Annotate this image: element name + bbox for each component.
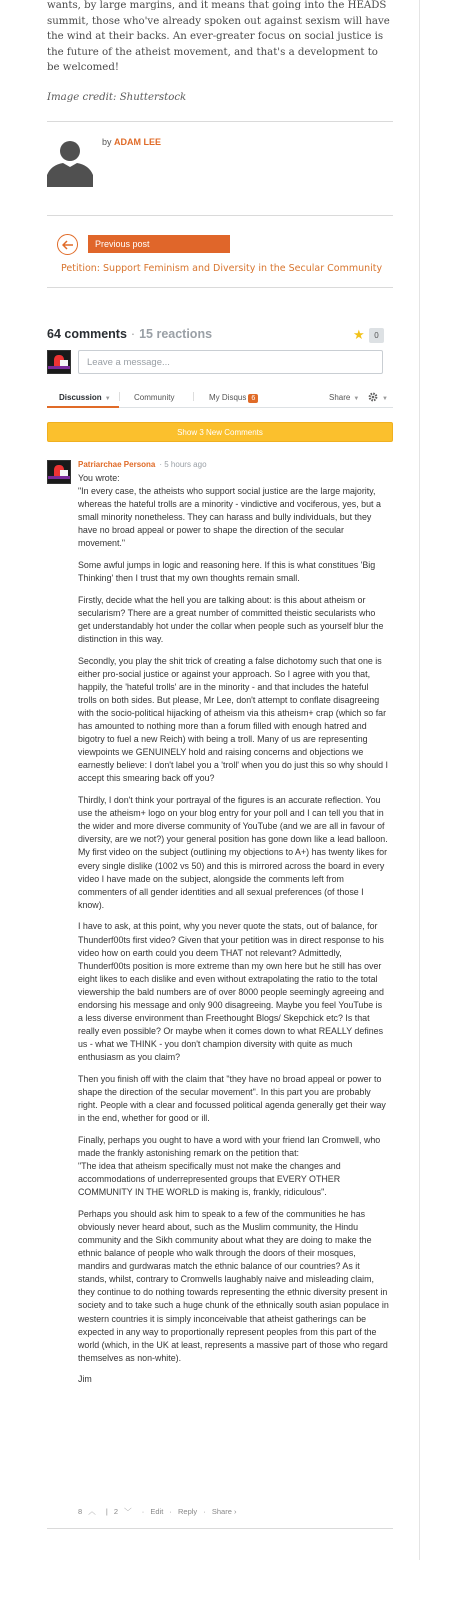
upvote-button[interactable] [78, 1507, 100, 1516]
star-count-badge: 0 [369, 328, 384, 343]
comments-count-text: 64 comments [47, 327, 127, 341]
upvote-count: 8 [78, 1507, 83, 1516]
author-byline [102, 137, 161, 147]
disqus-tabs [47, 389, 393, 409]
divider [47, 215, 393, 216]
comment-paragraph: Firstly, decide what the hell you are talking about: is this about atheism or secularism? There are a great number of committed theistic secularists who get understandably hot under the collar when people such as yourself blur the distinction in this way. [78, 594, 384, 645]
downvote-button[interactable] [114, 1507, 136, 1516]
comment-actions [78, 1506, 240, 1517]
comment-input[interactable]: Leave a message... [78, 350, 383, 374]
back-arrow-icon[interactable] [57, 234, 78, 255]
chevron-down-icon: ▼ [353, 396, 360, 402]
tab-community[interactable] [134, 393, 174, 402]
reactions-count: 15 reactions [139, 327, 213, 341]
share-dropdown[interactable] [329, 393, 359, 402]
comment-paragraph: Secondly, you play the shit trick of creating a false dichotomy such that one is either pro-social justice or against your approach. So I agree with you that, happily, the 'hateful trolls' are in the minority - and that includes the hateful trolls on both sides. But please, Mr Lee, don't attempt to conflate disagreeing with the socio-political hijacking of atheism via this atheism+ crap (which so far has amounted to nothing more than a forum filled with enough hatred and bigotry to fuel a new Reich) with being a troll. Many of us are representing viewpoints we GENUINELY hold and raising concerns and objections we earnestly believe: I don't label you a 'troll' when you do just this so why should I accept this smearing back off you? [78, 655, 388, 784]
divider [47, 287, 393, 288]
comment-paragraph: You wrote: [78, 473, 120, 483]
tab-separator [193, 392, 194, 401]
comments-count [47, 327, 212, 341]
author-name-link[interactable]: ADAM LEE [114, 137, 162, 147]
reply-link[interactable]: Reply [177, 1507, 198, 1516]
comment-paragraph: Finally, perhaps you ought to have a word with your friend Ian Cromwell, who made the frankly astonishing remark on the petition that: [78, 1134, 381, 1158]
chevron-down-icon: ▼ [382, 396, 388, 402]
action-dot: · [203, 1507, 206, 1516]
article-paragraph: wants, by large margins, and it means that going into the HEADS summit, those who've already spoken out against sexism will have the wind at their backs. An ever-greater focus on social justice is the future of the atheist movement, and that's a development to be welcomed! [47, 0, 390, 73]
chevron-down-icon: ▼ [104, 396, 111, 402]
comment-meta [78, 460, 207, 469]
author-by-label: by [102, 137, 112, 147]
comment-quote: "The idea that atheism specifically must not make the changes and accommodations of underrepresented groups that EVERY OTHER COMMUNITY IN THE WORLD is making is, frankly, ridiculous". [78, 1161, 341, 1198]
notification-badge: 6 [248, 394, 258, 403]
image-credit: Image credit: Shutterstock [47, 91, 187, 103]
gear-icon[interactable] [367, 391, 388, 405]
right-border-line [419, 0, 420, 1560]
downvote-count: 2 [113, 1507, 119, 1516]
tab-community-label: Community [134, 393, 175, 402]
chevron-up-icon: ︿ [88, 1507, 96, 1516]
count-separator: · [130, 327, 136, 341]
article-body [47, 0, 393, 105]
comment-paragraph: Perhaps you should ask him to speak to a few of the communities he has obviously never heard about, such as the Muslim community, the Hindu community and the Sikh community about what they are doing to make the ethnic balance of people who walk through the doors of their mosques, mandirs and gurdwaras match the ethnic balance of our countries? As it stands, whilst, contrary to Cromwells laughably naive and misleading claim, they continue to do nothing towards representing the ethnic diversity present in society and to take such a huge chunk of the ethnically south asian populace in western countries it is simply inconceivable that atheist gatherings can be expected in any way to proportionally represent peoples from this part of the world (which, in the UK at least, represents a massive part of those who regard themselves as non-white). [78, 1208, 389, 1363]
share-label: Share [329, 393, 351, 402]
share-link[interactable]: Share › [211, 1507, 237, 1516]
comment-signature: Jim [78, 1374, 92, 1385]
vote-separator: | [105, 1507, 108, 1516]
active-tab-underline [47, 406, 119, 408]
commenter-avatar[interactable] [47, 460, 71, 484]
action-dot: · [141, 1507, 145, 1516]
comment-paragraph: Some awful jumps in logic and reasoning here. If this is what constitues 'Big Thinking' then I trust that my own thoughts remain small. [78, 560, 376, 584]
previous-post-title-link[interactable]: Petition: Support Feminism and Diversity in the Secular Community [61, 263, 383, 274]
comment-quote: "In every case, the atheists who support social justice are the large majority, whereas the hateful trolls are a minority - vindictive and vociferous, yes, but a small minority nonetheless. They can harass and bully individuals, but they have no broad appeal or power to shape the direction of the secular movement." [78, 486, 381, 549]
previous-post [47, 234, 393, 282]
author-avatar-silhouette-icon [47, 137, 93, 187]
comment-paragraph: Then you finish off with the claim that "they have no broad appeal or power to shape the direction of the secular movement". In this part you are probably right. People with a clear and focussed political agenda generally get their way in the end, whether for good or ill. [78, 1073, 386, 1124]
divider [47, 121, 393, 122]
comment-paragraph: Thirdly, I don't think your portrayal of the figures is an accurate reflection. You use the atheism+ logo on your blog entry for your poll and I can tell you that in the wider and more diverse community of YouTube (and we are all in favour of diversity, are we not?) your general position has gone down like a lead balloon. My first video on the subject (outlining my objections to A+) has twenty likes for every single dislike (1002 vs 50) and this is mirrored across the board in every video I have made on the subject, alongside the comments left from commenters of all gender identities and all sexual preferences (of those I know). [78, 795, 388, 910]
divider [47, 1528, 393, 1529]
tab-discussion[interactable] [59, 393, 111, 402]
tab-my-disqus[interactable] [209, 393, 258, 403]
star-icon[interactable]: ★ [353, 327, 365, 342]
show-new-comments-button[interactable]: Show 3 New Comments [47, 422, 393, 442]
edit-link[interactable]: Edit [150, 1507, 164, 1516]
tab-separator [119, 392, 120, 401]
comment-timestamp[interactable]: · 5 hours ago [159, 460, 207, 469]
chevron-down-icon: ﹀ [124, 1507, 132, 1516]
tab-discussion-label: Discussion [59, 393, 102, 402]
previous-post-button[interactable]: Previous post [88, 235, 230, 253]
comment-paragraph: I have to ask, at this point, why you never quote the stats, out of balance, for Thunderf00ts first video? Given that your petition was in direct response to his video how on earth could you deem THAT not relevant? Admittedly, Thunderf00ts position is more extreme than my own here but he still has over eight likes to each dislike and even without extrapolating the ratio to the total viewership the bald numbers are of over 8000 people seemingly agreeing and endorsing his message and only 900 disagreeing. Maybe you feel YouTube is a less diverse environment than Freethought Blogs/ Skepchick etc? Is that really even possible? Or maybe when it comes down to what REALLY defines us - what we THINK - you don't champion diversity with quite as much enthusiasm as you claim? [78, 921, 384, 1063]
user-avatar[interactable] [47, 350, 71, 374]
disqus-header [47, 327, 393, 345]
comment-author-link[interactable]: Patriarchae Persona [78, 460, 156, 469]
action-dot: · [169, 1507, 172, 1516]
comment-body [78, 472, 389, 1395]
tab-my-disqus-label: My Disqus [209, 393, 247, 402]
author-box [47, 137, 393, 191]
